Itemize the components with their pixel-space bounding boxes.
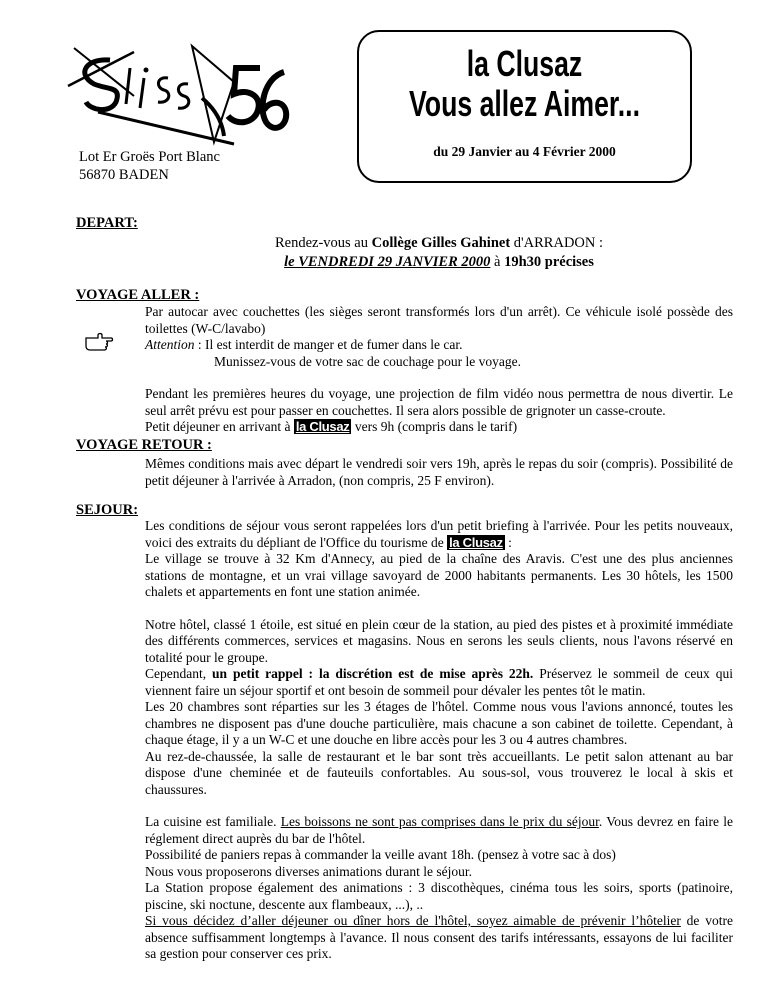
- clusaz-badge: la Clusaz: [295, 419, 350, 434]
- attention-label: Attention: [145, 337, 195, 352]
- sejour-p6: Au rez-de-chaussée, la salle de restaurant et le bar sont très accueillants. Le petit salon attenant au bar dispose d'une cheminée et de fauteuils confortables. Au sous-sol, vous trouverez le local à skis et chaussures.: [145, 748, 733, 797]
- title-box: [357, 30, 692, 183]
- sejour-p2: Le village se trouve à 32 Km d'Annecy, au pied de la chaîne des Aravis. C'est une des plus anciennes stations de montagne, et un vrai village savoyard de 2000 habitants permanents. Les 30 hôtels, les 1500 chalets et appartements en font une station animée.: [145, 551, 733, 599]
- depart-text: Rendez-vous au: [274, 235, 372, 251]
- depart-a: à: [490, 254, 505, 270]
- sejour-prevenir: Si vous décidez d’aller déjeuner ou dîner hors de l'hôtel, soyez aimable de prévenir l’hôtelier: [145, 913, 681, 928]
- sejour-p10: La Station propose également des animations : 3 discothèques, cinéma tous les soirs, sports (patinoire, piscine, ski noctune, descente aux flambeaux, ...), ..: [145, 880, 733, 912]
- sejour-p4-a: Cependant,: [145, 666, 213, 681]
- pointing-hand-icon: [84, 332, 114, 352]
- sejour-p11-b: de votre absence suffisamment longtemps à l'avance. Il nous consent des tarifs intéressants, essayons de lui faciliter sa gestion pour conserver ces prix.: [145, 913, 733, 961]
- sejour-p1: [145, 518, 733, 551]
- attention-text: : Il est interdit de manger et de fumer dans le car.: [194, 337, 463, 352]
- sejour-p1-a: Les conditions de séjour vous seront rappelées lors d'un petit briefing à l'arrivée. Pour les petits nouveaux, voici des extraits du dépliant de l'Office du tourisme de: [145, 518, 733, 550]
- aller-sac: Munissez-vous de votre sac de couchage pour le voyage.: [214, 353, 522, 369]
- depart-college: Collège Gilles Gahinet: [371, 235, 511, 251]
- sejour-p1-c: :: [504, 534, 512, 550]
- sejour-p3: Notre hôtel, classé 1 étoile, est situé en plein cœur de la station, au pied des pistes et à proximité immédiate des différents commerces, services et magasins. Nous en serons les seuls clients, nous l'avons réservé en totalité pour le groupe.: [145, 616, 733, 665]
- sejour-p4: [145, 666, 733, 699]
- depart-details: [145, 234, 733, 272]
- clusaz-badge: la Clusaz: [449, 534, 503, 550]
- aller-p3-c: vers 9h (compris dans le tarif): [351, 419, 518, 434]
- aller-p2: Pendant les premières heures du voyage, une projection de film vidéo nous permettra de nous divertir. Le seul arrêt prévu est pour passer en couchettes. Il sera alors possible de grignoter un casse-croute.: [145, 386, 733, 418]
- depart-date: le VENDREDI 29 JANVIER 2000: [284, 254, 491, 270]
- sejour-rappel: un petit rappel : la discrétion est de mise après 22h.: [212, 666, 534, 681]
- title-line-1: la Clusaz: [466, 43, 583, 84]
- depart-heading: DEPART:: [76, 215, 138, 231]
- retour-p1: Mêmes conditions mais avec départ le vendredi soir vers 19h, après le repas du soir (compris). Possibilité de petit déjeuner à l'arrivée à Arradon, (non compris, 25 F environ).: [145, 456, 733, 488]
- sejour-p8: Possibilité de paniers repas à commander la veille avant 18h. (pensez à votre sac à dos): [145, 847, 616, 862]
- aller-body: [145, 304, 733, 436]
- retour-body: [145, 456, 733, 489]
- sejour-p7-a: La cuisine est familiale.: [145, 814, 281, 829]
- aller-heading: VOYAGE ALLER :: [76, 287, 200, 303]
- club-address: [79, 148, 220, 184]
- depart-town: d'ARRADON :: [510, 235, 604, 251]
- sejour-p9: Nous vous proposerons diverses animations durant le séjour.: [145, 863, 472, 879]
- trip-dates: du 29 Janvier au 4 Février 2000: [433, 144, 616, 159]
- sejour-p11: [145, 913, 733, 963]
- sejour-heading: SEJOUR:: [76, 502, 139, 518]
- sejour-p7: [145, 814, 733, 847]
- sejour-body: [145, 518, 733, 963]
- depart-time: 19h30 précises: [504, 254, 594, 270]
- aller-p1: Par autocar avec couchettes (les sièges seront transformés lors d'un arrêt). Ce véhicule isolé possède des toilettes (W-C/lavabo): [145, 304, 733, 336]
- sejour-p7-c: . Vous devrez en faire le réglement direct auprès du bar de l'hôtel.: [145, 814, 734, 846]
- sejour-p4-c: Préservez le sommeil de ceux qui viennent faire un séjour sportif et ont besoin de sommeil pour dévaler les pentes tôt le matin.: [145, 666, 733, 698]
- retour-heading: VOYAGE RETOUR :: [76, 437, 212, 453]
- gliss56-logo: [64, 38, 290, 150]
- address-line-2: 56870 BADEN: [79, 167, 169, 183]
- aller-p3: [145, 419, 733, 436]
- address-line-1: Lot Er Groës Port Blanc: [79, 149, 220, 165]
- sejour-p5: Les 20 chambres sont réparties sur les 3 étages de l'hôtel. Comme nous vous l'avions annoncé, toutes les chambres ne disposent pas d'une douche particulière, mais chacune a son cabinet de toilette. Cependant, à chaque étage, il y a un W-C et une douche en libre accès pour les 3 ou 4 autres chambres.: [145, 699, 733, 747]
- sejour-boissons: Les boissons ne sont pas comprises dans le prix du séjour: [280, 814, 599, 829]
- aller-attention: [145, 337, 733, 354]
- title-line-2: Vous allez Aimer...: [409, 83, 640, 124]
- aller-p3-a: Petit déjeuner en arrivant à: [145, 419, 294, 434]
